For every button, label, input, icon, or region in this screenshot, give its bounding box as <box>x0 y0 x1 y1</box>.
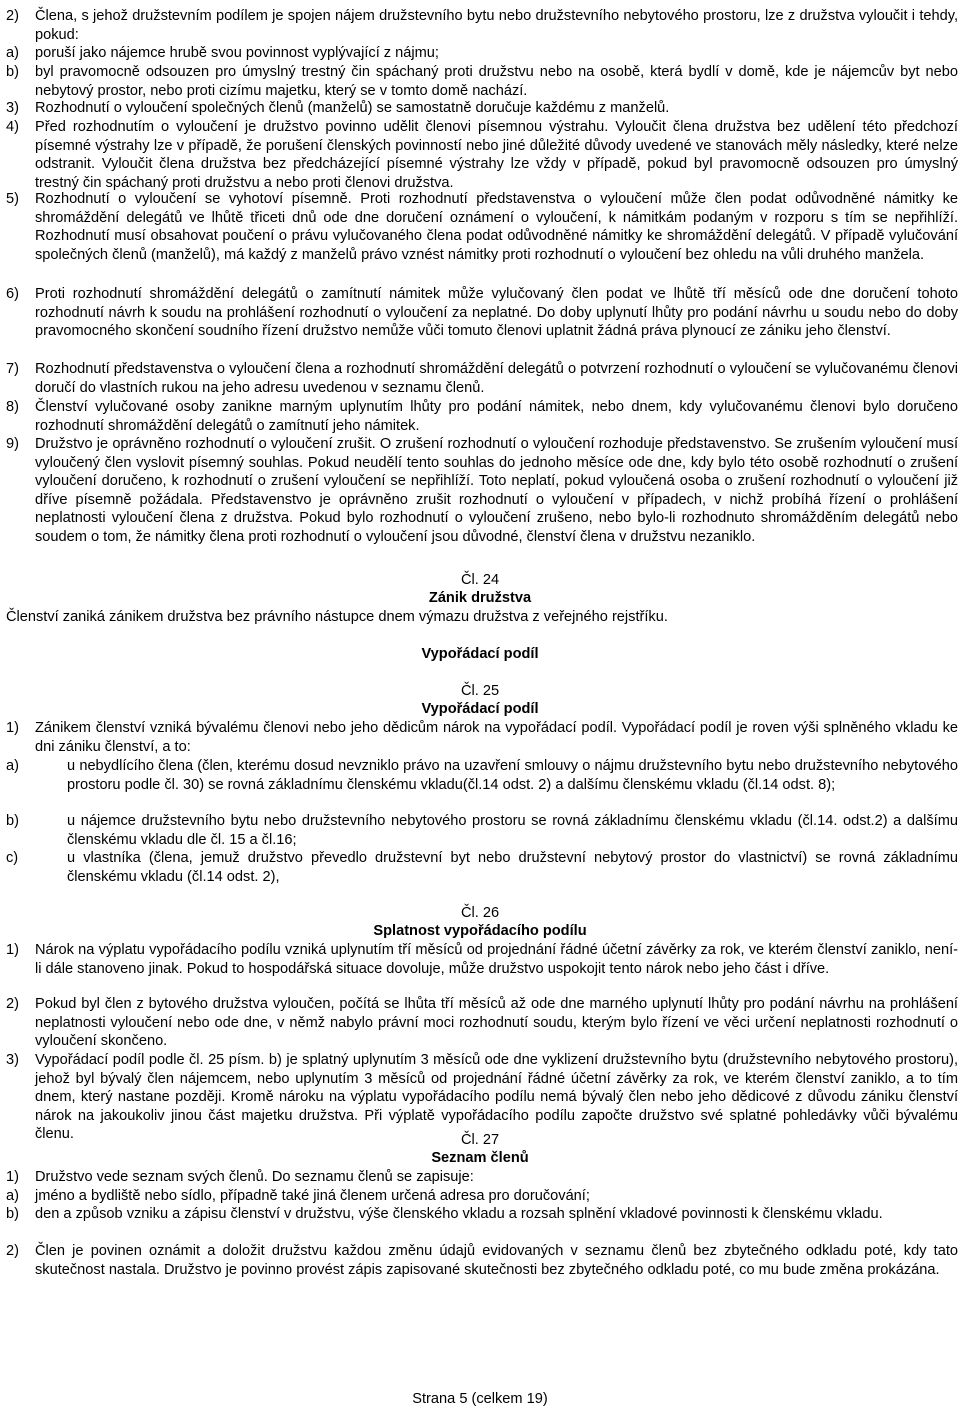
article-24-number: Čl. 24 <box>460 572 500 588</box>
article-26-title: Splatnost vypořádacího podílu <box>373 923 587 939</box>
paragraph-2 <box>6 7 958 44</box>
article-25-item-a <box>6 757 958 794</box>
paragraph-number: 6) <box>6 286 19 302</box>
article-26-paragraph-2 <box>6 995 958 1051</box>
paragraph-number: 4) <box>6 119 19 135</box>
article-27-paragraph-2 <box>6 1242 958 1279</box>
paragraph-number: 5) <box>6 191 19 207</box>
article-27-item-b <box>6 1205 958 1224</box>
article-25-item-b <box>6 812 958 849</box>
paragraph-text: Vypořádací podíl podle čl. 25 písm. b) je splatný uplynutím 3 měsíců ode dne vyklizení družstevního bytu (družstevního nebytového prostoru), jehož byl bývalý člen nájemcem, nebo uplynutím 3 měsíců od projednání řádné účetní závěrky za rok, ve kterém členství zaniklo, a to tím dnem, který nastane později. Kromě nároku na výplatu vypořádacího podílu nemá bývalý člen nebo jeho dědicové z důvodu zániku členství nárok na jakoukoliv jinou část majetku družstva. Při výplatě vypořádacího podílu započte družstvo své splatné pohledávky vůči bývalému členu. <box>35 1052 958 1143</box>
list-text: poruší jako nájemce hrubě svou povinnost vyplývající z nájmu; <box>35 45 439 61</box>
paragraph-text: Pokud byl člen z bytového družstva vyloučen, počítá se lhůta tří měsíců až ode dne marného uplynutí lhůty pro podání návrhu na prohlášení neplatnosti vyloučení nebo ode dne, v němž nabylo právní moci rozhodnutí soudu, kterým bylo řízení ve věci určení neplatnosti rozhodnutí o vyloučení skončeno. <box>35 996 958 1050</box>
list-text: u nájemce družstevního bytu nebo družstevního nebytového prostoru se rovná základnímu členskému vkladu (čl.14. odst.2) a dalšímu členskému vkladu dle čl. 15 a čl.16; <box>67 813 958 848</box>
article-25-paragraph-1 <box>6 719 958 756</box>
article-27-paragraph-1 <box>6 1168 958 1187</box>
paragraph-text: Nárok na výplatu vypořádacího podílu vzniká uplynutím tří měsíců od projednání řádné účetní závěrky za rok, ve kterém členství zaniklo, není-li dále stanoveno jinak. Pokud to hospodářská situace dovoluje, může družstvo uspokojit tento nárok nebo jeho část i dříve. <box>35 942 958 977</box>
paragraph-text: Zánikem členství vzniká bývalému členovi nebo jeho dědicům nárok na vypořádací podíl. Vypořádací podíl je roven výši splněného vkladu ke dni zániku členství, a to: <box>35 720 958 755</box>
paragraph-number: 3) <box>6 1052 19 1068</box>
article-27-title: Seznam členů <box>431 1150 529 1166</box>
list-label: b) <box>6 64 19 80</box>
article-24-text: Členství zaniká zánikem družstva bez právního nástupce dnem výmazu družstva z veřejného rejstříku. <box>6 609 668 625</box>
list-text: u nebydlícího člena (člen, kterému dosud nevzniklo právo na uzavření smlouvy o nájmu družstevního bytu nebo družstevního nebytového prostoru podle čl. 30) se rovná základnímu členskému vkladu(čl.14 odst. 2) a dalšímu členskému vkladu (čl.14 odst. 8); <box>67 758 958 793</box>
paragraph-number: 1) <box>6 1169 19 1185</box>
paragraph-text: Družstvo je oprávněno rozhodnutí o vyloučení zrušit. O zrušení rozhodnutí o vyloučení rozhoduje představenstvo. Se zrušením vyloučení musí vyloučený člen vyslovit písemný souhlas. Pokud neudělí tento souhlas do jednoho měsíce ode dne, kdy bylo této osobě rozhodnutí o zrušení vyloučení doručeno, k rozhodnutí o zrušení vyloučení se nepřihlíží. Toto neplatí, pokud vyloučená osoba o zrušení rozhodnutí o vyloučení již dříve písemně požádala. Představenstvo je oprávněno zrušit rozhodnutí o vyloučení v případech, v nichž probíhá řízení o prohlášení neplatnosti vyloučení člena z družstva. Pokud bylo rozhodnutí o vyloučení zrušeno, nebo bylo-li rozhodnuto shromážděním delegátů nebo soudem o tom, že námitky člena proti rozhodnutí o vyloučení jsou důvodné, členství člena v družstvu nezaniklo. <box>35 436 958 545</box>
paragraph-number: 2) <box>6 996 19 1012</box>
paragraph-number: 1) <box>6 720 19 736</box>
list-label: a) <box>6 1188 19 1204</box>
paragraph-text: Rozhodnutí o vyloučení se vyhotoví písemně. Proti rozhodnutí představenstva o vyloučení může člen podat odůvodněné námitky ke shromáždění delegátů ve lhůtě třiceti dnů ode dne doručení oznámení o vyloučení, k námitkám podaným v rozporu s tím se nepřihlíží. Rozhodnutí musí obsahovat poučení o právu vylučovaného člena podat odůvodněné námitky ke shromáždění delegátů. V případě vylučování společných členů (manželů), má každý z manželů právo vznést námitky proti rozhodnutí o vyloučení bez ohledu na vůli druhého manžela. <box>35 191 958 263</box>
section-heading: Vypořádací podíl <box>421 646 539 662</box>
list-label: b) <box>6 813 19 829</box>
paragraph-7 <box>6 360 958 397</box>
paragraph-number: 1) <box>6 942 19 958</box>
paragraph-number: 8) <box>6 399 19 415</box>
paragraph-8 <box>6 398 958 435</box>
article-25-number: Čl. 25 <box>460 683 500 699</box>
paragraph-4 <box>6 118 958 192</box>
paragraph-number: 3) <box>6 100 19 116</box>
page-footer: Strana 5 (celkem 19) <box>412 1391 548 1407</box>
list-label: b) <box>6 1206 19 1222</box>
paragraph-text: Proti rozhodnutí shromáždění delegátů o zamítnutí námitek může vylučovaný člen podat ve lhůtě tří měsíců ode dne doručení tohoto rozhodnutí návrh k soudu na prohlášení rozhodnutí o vyloučení za neplatné. Do doby uplynutí lhůty pro podání návrhu u soudu nebo do doby pravomocného skončení soudního řízení družstvo nemůže vůči tomuto členovi uplatnit žádná práva plynoucí ze zániku jeho členství. <box>35 286 958 340</box>
article-25-title: Vypořádací podíl <box>421 701 539 717</box>
paragraph-text: Rozhodnutí představenstva o vyloučení člena a rozhodnutí shromáždění delegátů o potvrzení rozhodnutí o vyloučení se vylučovanému členovi doručí do vlastních rukou na jeho adresu uvedenou v seznamu členů. <box>35 361 958 396</box>
paragraph-text: Členství vylučované osoby zanikne marným uplynutím lhůty pro podání námitek, nebo dnem, kdy vylučovanému členovi bylo doručeno rozhodnutí shromáždění delegátů o zamítnutí jeho námitek. <box>35 399 958 434</box>
article-26-number: Čl. 26 <box>460 905 500 921</box>
paragraph-text: Před rozhodnutím o vyloučení je družstvo povinno udělit členovi písemnou výstrahu. Vyloučit člena družstva bez udělení této předchozí písemné výstrahy lze v případě, že porušení členských povinností nebo jiné důležité důvody uvedené ve stanovách měly následky, které nelze odstranit. Vyloučit člena družstva bez předcházející písemné výstrahy lze vždy v případě, pokud byl pravomocně odsouzen pro úmyslný trestný čin spáchaný proti družstvu a nebo proti členovi družstva. <box>35 119 958 191</box>
article-26-paragraph-1 <box>6 941 958 978</box>
article-27-item-a <box>6 1187 958 1206</box>
article-27-number: Čl. 27 <box>460 1132 500 1148</box>
paragraph-number: 2) <box>6 1243 19 1259</box>
list-label: c) <box>6 850 19 866</box>
article-25-item-c <box>6 849 958 886</box>
paragraph-number: 2) <box>6 8 19 24</box>
list-item-b <box>6 63 958 100</box>
paragraph-text: Družstvo vede seznam svých členů. Do seznamu členů se zapisuje: <box>35 1169 474 1185</box>
list-label: a) <box>6 758 19 774</box>
list-text: byl pravomocně odsouzen pro úmyslný trestný čin spáchaný proti družstvu nebo na osobě, která bydlí v domě, kde je nájemcův byt nebo nebytový prostor, nebo proti cizímu majetku, který se v tomto domě nachází. <box>35 64 958 99</box>
paragraph-6 <box>6 285 958 341</box>
paragraph-text: Rozhodnutí o vyloučení společných členů (manželů) se samostatně doručuje každému z manželů. <box>35 100 670 116</box>
list-text: jméno a bydliště nebo sídlo, případně také jiná členem určená adresa pro doručování; <box>35 1188 590 1204</box>
paragraph-9 <box>6 435 958 547</box>
list-label: a) <box>6 45 19 61</box>
paragraph-3 <box>6 99 958 118</box>
article-24-title: Zánik družstva <box>428 590 532 606</box>
paragraph-text: Člen je povinen oznámit a doložit družstvu každou změnu údajů evidovaných v seznamu členů bez zbytečného odkladu poté, kdy tato skutečnost nastala. Družstvo je povinno provést zápis zapisované skutečnosti bez zbytečného odkladu poté, co mu bude změna prokázána. <box>35 1243 958 1278</box>
paragraph-text: Člena, s jehož družstevním podílem je spojen nájem družstevního bytu nebo družstevního nebytového prostoru, lze z družstva vyloučit i tehdy, pokud: <box>35 8 958 43</box>
list-text: u vlastníka (člena, jemuž družstvo převedlo družstevní byt nebo družstevní nebytový prostor do vlastnictví) se rovná základnímu členskému vkladu (čl.14 odst. 2), <box>67 850 958 885</box>
list-text: den a způsob vzniku a zápisu členství v družstvu, výše členského vkladu a rozsah splnění vkladové povinnosti k členskému vkladu. <box>35 1206 883 1222</box>
paragraph-number: 9) <box>6 436 19 452</box>
paragraph-number: 7) <box>6 361 19 377</box>
list-item-a <box>6 44 958 63</box>
paragraph-5 <box>6 190 958 264</box>
